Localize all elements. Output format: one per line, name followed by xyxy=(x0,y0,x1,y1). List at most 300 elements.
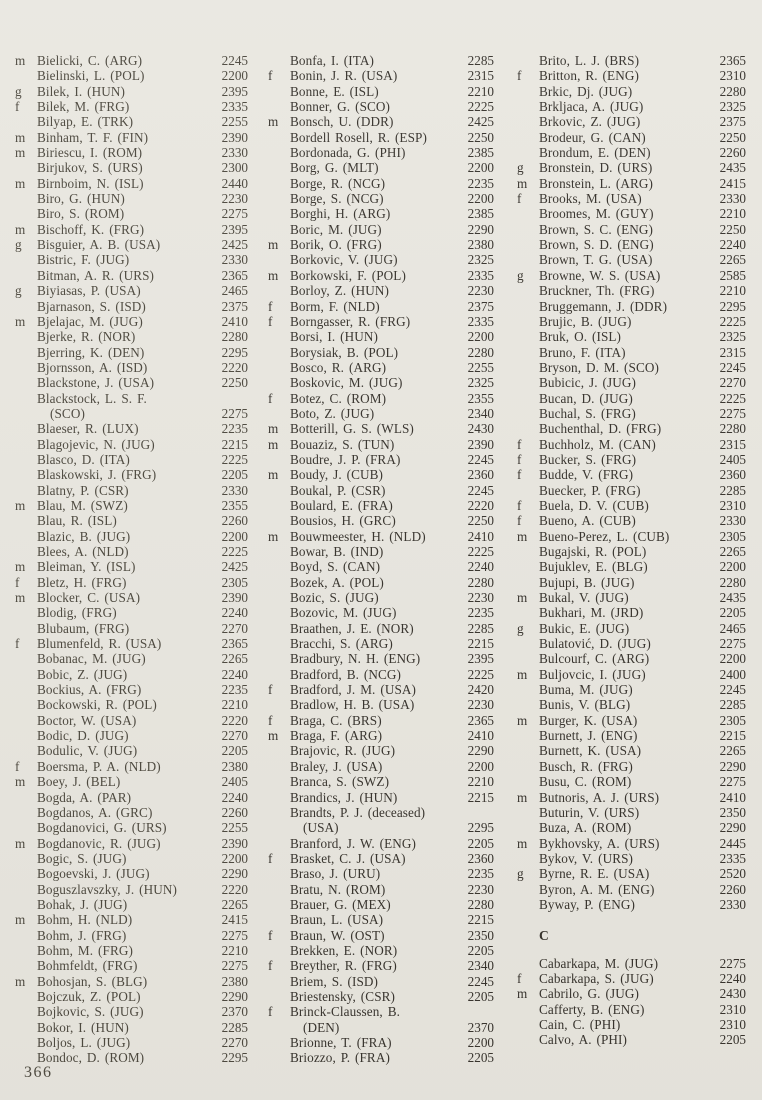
rating-entry xyxy=(268,513,494,528)
rating-value: 2280 xyxy=(467,344,494,360)
rating-value: 2250 xyxy=(719,221,746,237)
player-name: Boey, J. (BEL) xyxy=(37,774,121,790)
title-prefix xyxy=(15,943,37,958)
player-name: Boudy, J. (CUB) xyxy=(290,467,384,483)
rating-value: 2285 xyxy=(221,1019,248,1035)
player-name: Bogda, A. (PAR) xyxy=(37,789,132,805)
rating-entry xyxy=(268,943,494,958)
player-name: Borsi, I. (HUN) xyxy=(290,329,379,345)
title-prefix xyxy=(15,790,37,805)
player-name: Buchenthal, D. (FRG) xyxy=(539,421,662,437)
rating-entry xyxy=(268,728,494,743)
rating-value: 2290 xyxy=(467,743,494,759)
rating-entry xyxy=(15,621,248,636)
rating-entry xyxy=(268,912,494,927)
player-name: Blasco, D. (ITA) xyxy=(37,451,130,467)
rating-value: 2310 xyxy=(719,497,746,513)
rating-entry xyxy=(15,1020,248,1035)
player-name: Brown, S. C. (ENG) xyxy=(539,221,653,237)
player-name: Brodeur, G. (CAN) xyxy=(539,129,646,145)
player-name: Braley, J. (USA) xyxy=(290,758,383,774)
rating-value: 2365 xyxy=(221,267,248,283)
rating-value: 2445 xyxy=(719,835,746,851)
title-prefix xyxy=(15,544,37,559)
title-prefix: f xyxy=(517,513,522,529)
player-name: Bradlow, H. B. (USA) xyxy=(290,697,415,713)
player-name: Bogoevski, J. (JUG) xyxy=(37,866,150,882)
player-name: Blodig, (FRG) xyxy=(37,605,117,621)
rating-entry xyxy=(15,728,248,743)
rating-entry xyxy=(268,222,494,237)
title-prefix: f xyxy=(517,970,522,986)
player-name: Boukal, P. (CSR) xyxy=(290,482,386,498)
player-name: Blees, A. (NLD) xyxy=(37,544,129,559)
title-prefix xyxy=(517,345,539,360)
rating-value: 2360 xyxy=(467,850,494,866)
player-name: Branford, J. W. (ENG) xyxy=(290,835,417,851)
rating-value: 2225 xyxy=(467,99,494,115)
rating-entry xyxy=(15,912,248,927)
rating-entry xyxy=(517,559,746,574)
title-prefix xyxy=(15,682,37,697)
title-prefix xyxy=(15,299,37,314)
player-name: Blatny, P. (CSR) xyxy=(37,482,129,498)
rating-entry xyxy=(517,774,746,789)
rating-value: 2200 xyxy=(467,329,494,345)
rating-value: 2210 xyxy=(221,697,248,713)
rating-entry xyxy=(268,836,494,851)
rating-entry xyxy=(268,529,494,544)
rating-entry xyxy=(268,636,494,651)
rating-value: 2425 xyxy=(221,559,248,575)
rating-value: 2275 xyxy=(221,927,248,943)
rating-entry xyxy=(268,790,494,805)
rating-entry xyxy=(15,820,248,835)
title-prefix xyxy=(517,651,539,666)
rating-value: 2330 xyxy=(221,145,248,161)
rating-entry xyxy=(268,391,494,406)
title-prefix xyxy=(517,406,539,421)
player-name: Biyiasas, P. (USA) xyxy=(37,283,141,299)
rating-entry xyxy=(517,406,746,421)
rating-entry xyxy=(517,452,746,467)
player-name: Borge, S. (NCG) xyxy=(290,191,384,207)
rating-entry xyxy=(268,559,494,574)
player-name: Boyd, S. (CAN) xyxy=(290,559,381,575)
rating-entry xyxy=(268,467,494,482)
title-prefix: f xyxy=(268,1004,273,1020)
title-prefix: g xyxy=(15,83,22,99)
rating-entry xyxy=(517,513,746,528)
title-prefix xyxy=(15,621,37,636)
player-name: Bilek, M. (FRG) xyxy=(37,99,130,115)
rating-value: 2215 xyxy=(221,436,248,452)
player-name: Bubicic, J. (JUG) xyxy=(539,375,636,391)
title-prefix xyxy=(15,1020,37,1035)
player-name: Bordonada, G. (PHI) xyxy=(290,145,406,161)
rating-value: 2235 xyxy=(467,175,494,191)
title-prefix xyxy=(517,375,539,390)
rating-value: 2275 xyxy=(719,955,746,971)
title-prefix xyxy=(268,575,290,590)
rating-value: 2205 xyxy=(719,605,746,621)
rating-value: 2245 xyxy=(467,451,494,467)
title-prefix xyxy=(15,882,37,897)
rating-value: 2305 xyxy=(719,528,746,544)
rating-entry xyxy=(517,1017,746,1032)
player-name: Bruno, F. (ITA) xyxy=(539,344,626,360)
player-name: Borge, R. (NCG) xyxy=(290,175,386,191)
rating-value: 2250 xyxy=(467,513,494,529)
title-prefix xyxy=(517,84,539,99)
title-prefix: m xyxy=(517,666,528,682)
rating-value: 2435 xyxy=(719,590,746,606)
rating-entry xyxy=(517,713,746,728)
title-prefix xyxy=(517,222,539,237)
player-name: Borkowski, F. (POL) xyxy=(290,267,406,283)
rating-value: 2285 xyxy=(719,697,746,713)
title-prefix: m xyxy=(268,436,279,452)
rating-entry xyxy=(15,237,248,252)
rating-entry xyxy=(268,989,494,1004)
player-name: Blackstock, L. S. F. xyxy=(37,390,147,406)
rating-value: 2210 xyxy=(719,283,746,299)
rating-entry xyxy=(15,1004,248,1019)
title-prefix xyxy=(517,483,539,498)
rating-value: 2200 xyxy=(467,191,494,207)
rating-value: 2230 xyxy=(467,590,494,606)
title-prefix xyxy=(517,329,539,344)
rating-value: 2295 xyxy=(719,298,746,314)
player-name: Bogdanos, A. (GRC) xyxy=(37,804,153,820)
rating-entry xyxy=(517,956,746,971)
title-prefix xyxy=(15,529,37,544)
title-prefix xyxy=(268,329,290,344)
title-prefix xyxy=(268,406,290,421)
rating-value: 2380 xyxy=(467,237,494,253)
rating-value: 2295 xyxy=(221,1050,248,1066)
rating-value: 2315 xyxy=(719,344,746,360)
rating-value: 2360 xyxy=(719,467,746,483)
player-name: Bobic, Z. (JUG) xyxy=(37,666,128,682)
title-prefix: g xyxy=(15,283,22,299)
rating-value: 2335 xyxy=(221,99,248,115)
rating-entry xyxy=(517,882,746,897)
player-name: Blaeser, R. (LUX) xyxy=(37,421,139,437)
rating-entry xyxy=(15,176,248,191)
rating-entry xyxy=(268,206,494,221)
rating-entry xyxy=(15,743,248,758)
title-prefix: m xyxy=(517,175,528,191)
rating-value: 2215 xyxy=(719,728,746,744)
rating-entry xyxy=(517,483,746,498)
rating-value: 2205 xyxy=(221,743,248,759)
title-prefix xyxy=(517,851,539,866)
title-prefix xyxy=(15,467,37,482)
rating-entry xyxy=(517,651,746,666)
rating-value: 2245 xyxy=(221,53,248,68)
title-prefix xyxy=(517,559,539,574)
title-prefix: m xyxy=(15,835,26,851)
rating-value: 2200 xyxy=(467,1035,494,1050)
player-name: Bilek, I. (HUN) xyxy=(37,83,126,99)
title-prefix xyxy=(15,114,37,129)
title-prefix xyxy=(517,682,539,697)
rating-value: 2260 xyxy=(719,881,746,897)
title-prefix: m xyxy=(15,973,26,989)
rating-value: 2280 xyxy=(719,83,746,99)
rating-entry xyxy=(517,222,746,237)
title-prefix xyxy=(268,283,290,298)
title-prefix: f xyxy=(517,451,522,467)
player-name: Boulard, E. (FRA) xyxy=(290,497,393,513)
player-name: Brondum, E. (DEN) xyxy=(539,145,651,161)
rating-value: 2220 xyxy=(221,712,248,728)
player-name: Braso, J. (URU) xyxy=(290,866,381,882)
title-prefix xyxy=(517,114,539,129)
rating-entry xyxy=(268,160,494,175)
rating-entry xyxy=(268,1035,494,1050)
title-prefix: f xyxy=(15,636,20,652)
rating-entry xyxy=(15,391,248,406)
title-prefix: f xyxy=(15,99,20,115)
player-name: Bogic, S. (JUG) xyxy=(37,850,127,866)
player-name: Bujupi, B. (JUG) xyxy=(539,574,635,590)
rating-entry xyxy=(15,774,248,789)
rating-value: 2425 xyxy=(467,114,494,130)
rating-entry xyxy=(517,360,746,375)
title-prefix xyxy=(268,483,290,498)
rating-entry xyxy=(268,498,494,513)
title-prefix xyxy=(268,621,290,636)
player-name: Cabarkapa, M. (JUG) xyxy=(539,955,659,971)
rating-value: 2465 xyxy=(221,283,248,299)
rating-entry xyxy=(517,68,746,83)
rating-entry xyxy=(517,206,746,221)
player-name: Blau, M. (SWZ) xyxy=(37,497,128,513)
player-name: Bucan, D. (JUG) xyxy=(539,390,633,406)
title-prefix: m xyxy=(268,528,279,544)
rating-value: 2400 xyxy=(719,666,746,682)
title-prefix xyxy=(517,360,539,375)
player-name: Buturin, V. (URS) xyxy=(539,804,640,820)
rating-value: 2385 xyxy=(467,206,494,222)
title-prefix xyxy=(15,206,37,221)
rating-value: 2215 xyxy=(467,912,494,928)
player-name: Blocker, C. (USA) xyxy=(37,590,141,606)
title-prefix xyxy=(268,222,290,237)
player-name-continued: (USA) xyxy=(303,820,339,836)
rating-entry xyxy=(268,621,494,636)
rating-entry xyxy=(268,406,494,421)
rating-entry xyxy=(517,237,746,252)
player-name: Bohmfeldt, (FRG) xyxy=(37,958,138,974)
title-prefix xyxy=(517,391,539,406)
rating-value: 2310 xyxy=(719,68,746,84)
player-name: Blackstone, J. (USA) xyxy=(37,375,155,391)
title-prefix xyxy=(268,176,290,191)
rating-value: 2300 xyxy=(221,160,248,176)
rating-entry xyxy=(517,866,746,881)
player-name: Bozic, S. (JUG) xyxy=(290,590,379,606)
title-prefix: f xyxy=(15,574,20,590)
player-name: Buela, D. V. (CUB) xyxy=(539,497,649,513)
player-name: Braga, F. (ARG) xyxy=(290,728,383,744)
title-prefix xyxy=(15,667,37,682)
title-prefix: f xyxy=(517,497,522,513)
title-prefix xyxy=(15,651,37,666)
rating-value: 2245 xyxy=(719,682,746,698)
title-prefix: m xyxy=(517,590,528,606)
title-prefix xyxy=(268,513,290,528)
title-prefix xyxy=(15,1004,37,1019)
title-prefix xyxy=(517,53,539,68)
title-prefix xyxy=(268,375,290,390)
rating-entry xyxy=(15,68,248,83)
title-prefix: f xyxy=(517,436,522,452)
title-prefix: m xyxy=(517,835,528,851)
rating-value: 2390 xyxy=(221,590,248,606)
player-name: Bousios, H. (GRC) xyxy=(290,513,396,529)
title-prefix xyxy=(15,160,37,175)
rating-entry xyxy=(268,1004,494,1019)
player-name: Briestensky, (CSR) xyxy=(290,988,396,1004)
player-name: Bryson, D. M. (SCO) xyxy=(539,359,659,375)
player-name: Bonfa, I. (ITA) xyxy=(290,53,375,68)
rating-value: 2285 xyxy=(719,482,746,498)
player-name: Biro, S. (ROM) xyxy=(37,206,125,222)
title-prefix xyxy=(268,345,290,360)
player-name: Bisguier, A. B. (USA) xyxy=(37,237,161,253)
player-name: Biriescu, I. (ROM) xyxy=(37,145,143,161)
rating-entry xyxy=(517,99,746,114)
rating-entry xyxy=(15,805,248,820)
rating-value: 2240 xyxy=(221,666,248,682)
player-name: Cabarkapa, S. (JUG) xyxy=(539,970,654,986)
title-prefix xyxy=(15,866,37,881)
rating-value: 2380 xyxy=(221,758,248,774)
title-prefix xyxy=(15,713,37,728)
player-name: Burnett, J. (ENG) xyxy=(539,728,638,744)
player-name: Calvo, A. (PHI) xyxy=(539,1032,628,1048)
rating-value: 2375 xyxy=(719,114,746,130)
title-prefix xyxy=(15,452,37,467)
rating-entry xyxy=(15,667,248,682)
rating-value: 2440 xyxy=(221,175,248,191)
player-name: Boctor, W. (USA) xyxy=(37,712,137,728)
rating-value: 2420 xyxy=(467,682,494,698)
title-prefix: m xyxy=(268,421,279,437)
rating-value: 2390 xyxy=(221,835,248,851)
player-name: Blubaum, (FRG) xyxy=(37,620,130,636)
title-prefix xyxy=(517,882,539,897)
rating-entry xyxy=(15,958,248,973)
title-prefix xyxy=(268,1050,290,1065)
title-prefix xyxy=(517,283,539,298)
player-name: Breyther, R. (FRG) xyxy=(290,958,397,974)
rating-entry xyxy=(268,897,494,912)
rating-entry xyxy=(15,329,248,344)
rating-entry xyxy=(15,314,248,329)
rating-entry xyxy=(517,437,746,452)
rating-entry xyxy=(15,299,248,314)
title-prefix xyxy=(15,989,37,1004)
rating-entry xyxy=(517,283,746,298)
title-prefix xyxy=(15,958,37,973)
rating-entry xyxy=(517,971,746,986)
player-name: Brekken, E. (NOR) xyxy=(290,942,398,958)
player-name: Bischoff, K. (FRG) xyxy=(37,221,145,237)
player-name: Bojkovic, S. (JUG) xyxy=(37,1004,144,1020)
player-name: Brkovic, Z. (JUG) xyxy=(539,114,641,130)
rating-entry xyxy=(517,114,746,129)
player-name: Britton, R. (ENG) xyxy=(539,68,639,84)
rating-value: 2370 xyxy=(221,1004,248,1020)
rating-value: 2370 xyxy=(467,1019,494,1035)
title-prefix xyxy=(517,1017,539,1032)
rating-entry xyxy=(517,805,746,820)
player-name: Borm, F. (NLD) xyxy=(290,298,380,314)
rating-entry xyxy=(15,222,248,237)
rating-value: 2265 xyxy=(719,743,746,759)
title-prefix xyxy=(15,360,37,375)
title-prefix xyxy=(15,1035,37,1050)
player-name: Brandts, P. J. (deceased) xyxy=(290,804,426,820)
player-name: Cain, C. (PHI) xyxy=(539,1016,621,1032)
rating-value: 2280 xyxy=(719,421,746,437)
player-name: Bleiman, Y. (ISL) xyxy=(37,559,136,575)
rating-entry xyxy=(268,928,494,943)
title-prefix xyxy=(15,68,37,83)
player-name: Bowar, B. (IND) xyxy=(290,544,384,559)
rating-entry xyxy=(517,421,746,436)
rating-value: 2280 xyxy=(467,574,494,590)
rating-entry xyxy=(15,544,248,559)
title-prefix xyxy=(268,1035,290,1050)
title-prefix xyxy=(517,728,539,743)
title-prefix xyxy=(268,897,290,912)
title-prefix xyxy=(15,391,37,406)
player-name: Brandics, J. (HUN) xyxy=(290,789,398,805)
rating-entry xyxy=(15,866,248,881)
rating-entry xyxy=(268,544,494,559)
rating-entry xyxy=(268,682,494,697)
player-name: Bueno-Perez, L. (CUB) xyxy=(539,528,670,544)
rating-entry xyxy=(268,605,494,620)
rating-entry xyxy=(517,375,746,390)
rating-entry xyxy=(15,713,248,728)
title-prefix xyxy=(268,452,290,467)
rating-entry xyxy=(517,667,746,682)
title-prefix xyxy=(15,437,37,452)
title-prefix xyxy=(15,191,37,206)
rating-value: 2325 xyxy=(467,252,494,268)
player-name: Biro, G. (HUN) xyxy=(37,191,125,207)
rating-value: 2205 xyxy=(467,1050,494,1066)
rating-entry xyxy=(268,53,494,68)
rating-entry xyxy=(15,483,248,498)
title-prefix: f xyxy=(15,758,20,774)
player-name: Bruckner, Th. (FRG) xyxy=(539,283,655,299)
rating-value: 2315 xyxy=(467,68,494,84)
player-name: Borysiak, B. (POL) xyxy=(290,344,399,360)
player-name: Bozovic, M. (JUG) xyxy=(290,605,397,621)
player-name: Blazic, B. (JUG) xyxy=(37,528,131,544)
rating-entry xyxy=(268,437,494,452)
title-prefix xyxy=(268,206,290,221)
rating-value: 2225 xyxy=(467,544,494,559)
title-prefix: f xyxy=(517,68,522,84)
